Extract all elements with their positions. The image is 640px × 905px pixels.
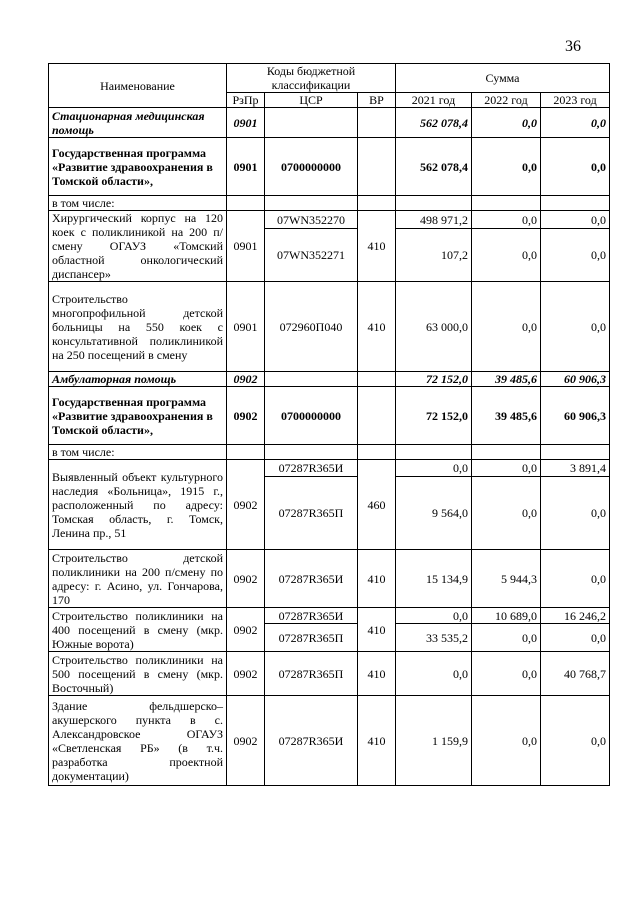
- row-vr: 410: [358, 550, 396, 608]
- row-csr: 0700000000: [265, 387, 358, 445]
- row-2023: 0,0: [541, 108, 610, 138]
- row-2023: 0,0: [541, 282, 610, 372]
- row-name: в том числе:: [49, 196, 227, 211]
- row-2022: 0,0: [472, 477, 541, 550]
- row-2021: 0,0: [396, 608, 472, 624]
- row-2021: 498 971,2: [396, 211, 472, 229]
- row-name: Стационарная медицинская помощь: [49, 108, 227, 138]
- row-2022: 39 485,6: [472, 372, 541, 387]
- row-csr: [265, 372, 358, 387]
- row-2021: 15 134,9: [396, 550, 472, 608]
- row-name: Строительство многопрофильной детской больницы на 550 коек с консультативной поликлиникой на 250 посещений в смену: [49, 282, 227, 372]
- row-2021: 9 564,0: [396, 477, 472, 550]
- row-2022: 0,0: [472, 138, 541, 196]
- row-2021: 562 078,4: [396, 108, 472, 138]
- row-name: Амбулаторная помощь: [49, 372, 227, 387]
- row-name: Выявленный объект культурного наследия «Больница», 1915 г., расположенный по адресу: Томская область, г. Томск, Ленина пр., 51: [49, 460, 227, 550]
- row-2023: 0,0: [541, 138, 610, 196]
- row-csr: 07287R365И: [265, 696, 358, 786]
- row-2022: 0,0: [472, 652, 541, 696]
- row-2022: 0,0: [472, 460, 541, 477]
- row-rzpr: 0902: [227, 608, 265, 652]
- header-csr: ЦСР: [265, 93, 358, 108]
- row-csr: 07287R365П: [265, 652, 358, 696]
- row-rzpr: 0902: [227, 696, 265, 786]
- row-name: Хирургический корпус на 120 коек с поликлиникой на 200 п/смену ОГАУЗ «Томский областной онкологический диспансер»: [49, 211, 227, 282]
- header-2023: 2023 год: [541, 93, 610, 108]
- table-row: [49, 196, 610, 211]
- row-rzpr: 0902: [227, 460, 265, 550]
- header-2022: 2022 год: [472, 93, 541, 108]
- table-row: [49, 282, 610, 372]
- row-vr: [358, 138, 396, 196]
- row-rzpr: 0901: [227, 108, 265, 138]
- row-2022: 0,0: [472, 108, 541, 138]
- row-rzpr: 0902: [227, 652, 265, 696]
- row-2022: 0,0: [472, 211, 541, 229]
- row-2023: 0,0: [541, 477, 610, 550]
- row-vr: 410: [358, 282, 396, 372]
- row-2023: 16 246,2: [541, 608, 610, 624]
- row-vr: 460: [358, 460, 396, 550]
- row-2023: 0,0: [541, 550, 610, 608]
- row-2021: 33 535,2: [396, 624, 472, 652]
- table-row: [49, 652, 610, 696]
- header-2021: 2021 год: [396, 93, 472, 108]
- row-name: Строительство детской поликлиники на 200 п/смену по адресу: г. Асино, ул. Гончарова, 170: [49, 550, 227, 608]
- row-2021: 1 159,9: [396, 696, 472, 786]
- row-vr: 410: [358, 608, 396, 652]
- row-2023: 0,0: [541, 229, 610, 282]
- row-csr: 07287R365И: [265, 460, 358, 477]
- row-2021: 72 152,0: [396, 387, 472, 445]
- row-2021: 0,0: [396, 652, 472, 696]
- row-2022: 0,0: [472, 229, 541, 282]
- row-name: Государственная программа «Развитие здравоохранения в Томской области»,: [49, 387, 227, 445]
- row-rzpr: 0901: [227, 282, 265, 372]
- row-rzpr: 0902: [227, 387, 265, 445]
- row-2022: 0,0: [472, 696, 541, 786]
- row-2023: 3 891,4: [541, 460, 610, 477]
- row-rzpr: 0901: [227, 138, 265, 196]
- row-2023: 60 906,3: [541, 387, 610, 445]
- row-csr: 072960П040: [265, 282, 358, 372]
- budget-table: [48, 63, 610, 786]
- row-2023: 0,0: [541, 211, 610, 229]
- row-name: Государственная программа «Развитие здравоохранения в Томской области»,: [49, 138, 227, 196]
- page-number: 36: [565, 38, 581, 55]
- row-2021: 107,2: [396, 229, 472, 282]
- header-name: Наименование: [49, 64, 227, 108]
- header-codes: Коды бюджетной классификации: [227, 64, 396, 93]
- row-rzpr: 0902: [227, 550, 265, 608]
- row-vr: 410: [358, 652, 396, 696]
- row-2021: 63 000,0: [396, 282, 472, 372]
- row-vr: 410: [358, 696, 396, 786]
- row-2022: 39 485,6: [472, 387, 541, 445]
- row-vr: [358, 372, 396, 387]
- row-name: в том числе:: [49, 445, 227, 460]
- row-2023: 0,0: [541, 624, 610, 652]
- row-rzpr: 0901: [227, 211, 265, 282]
- table-row: [49, 608, 610, 624]
- row-2022: 10 689,0: [472, 608, 541, 624]
- table-row: [49, 372, 610, 387]
- table-row: [49, 138, 610, 196]
- row-name: Строительство поликлиники на 400 посещений в смену (мкр. Южные ворота): [49, 608, 227, 652]
- row-vr: [358, 387, 396, 445]
- row-2023: 0,0: [541, 696, 610, 786]
- row-csr: 0700000000: [265, 138, 358, 196]
- row-2023: 40 768,7: [541, 652, 610, 696]
- row-csr: 07287R365П: [265, 624, 358, 652]
- header-vr: ВР: [358, 93, 396, 108]
- row-2021: 562 078,4: [396, 138, 472, 196]
- table-row: [49, 211, 610, 229]
- row-2022: 5 944,3: [472, 550, 541, 608]
- row-name: Здание фельдшерско–акушерского пункта в с. Александровское ОГАУЗ «Светленская РБ» (в т.ч. разработка проектной документации): [49, 696, 227, 786]
- row-vr: 410: [358, 211, 396, 282]
- table-row: [49, 696, 610, 786]
- row-rzpr: 0902: [227, 372, 265, 387]
- row-2022: 0,0: [472, 624, 541, 652]
- table-row: [49, 108, 610, 138]
- row-vr: [358, 108, 396, 138]
- header-sum: Сумма: [396, 64, 610, 93]
- row-csr: [265, 108, 358, 138]
- row-2022: 0,0: [472, 282, 541, 372]
- header-rzpr: РзПр: [227, 93, 265, 108]
- row-2021: 72 152,0: [396, 372, 472, 387]
- table-row: [49, 445, 610, 460]
- table-row: [49, 550, 610, 608]
- row-2023: 60 906,3: [541, 372, 610, 387]
- row-csr: 07287R365И: [265, 608, 358, 624]
- row-csr: 07287R365И: [265, 550, 358, 608]
- row-name: Строительство поликлиники на 500 посещений в смену (мкр. Восточный): [49, 652, 227, 696]
- row-2021: 0,0: [396, 460, 472, 477]
- row-csr: 07WN352271: [265, 229, 358, 282]
- row-csr: 07287R365П: [265, 477, 358, 550]
- table-row: [49, 460, 610, 477]
- table-row: [49, 387, 610, 445]
- row-csr: 07WN352270: [265, 211, 358, 229]
